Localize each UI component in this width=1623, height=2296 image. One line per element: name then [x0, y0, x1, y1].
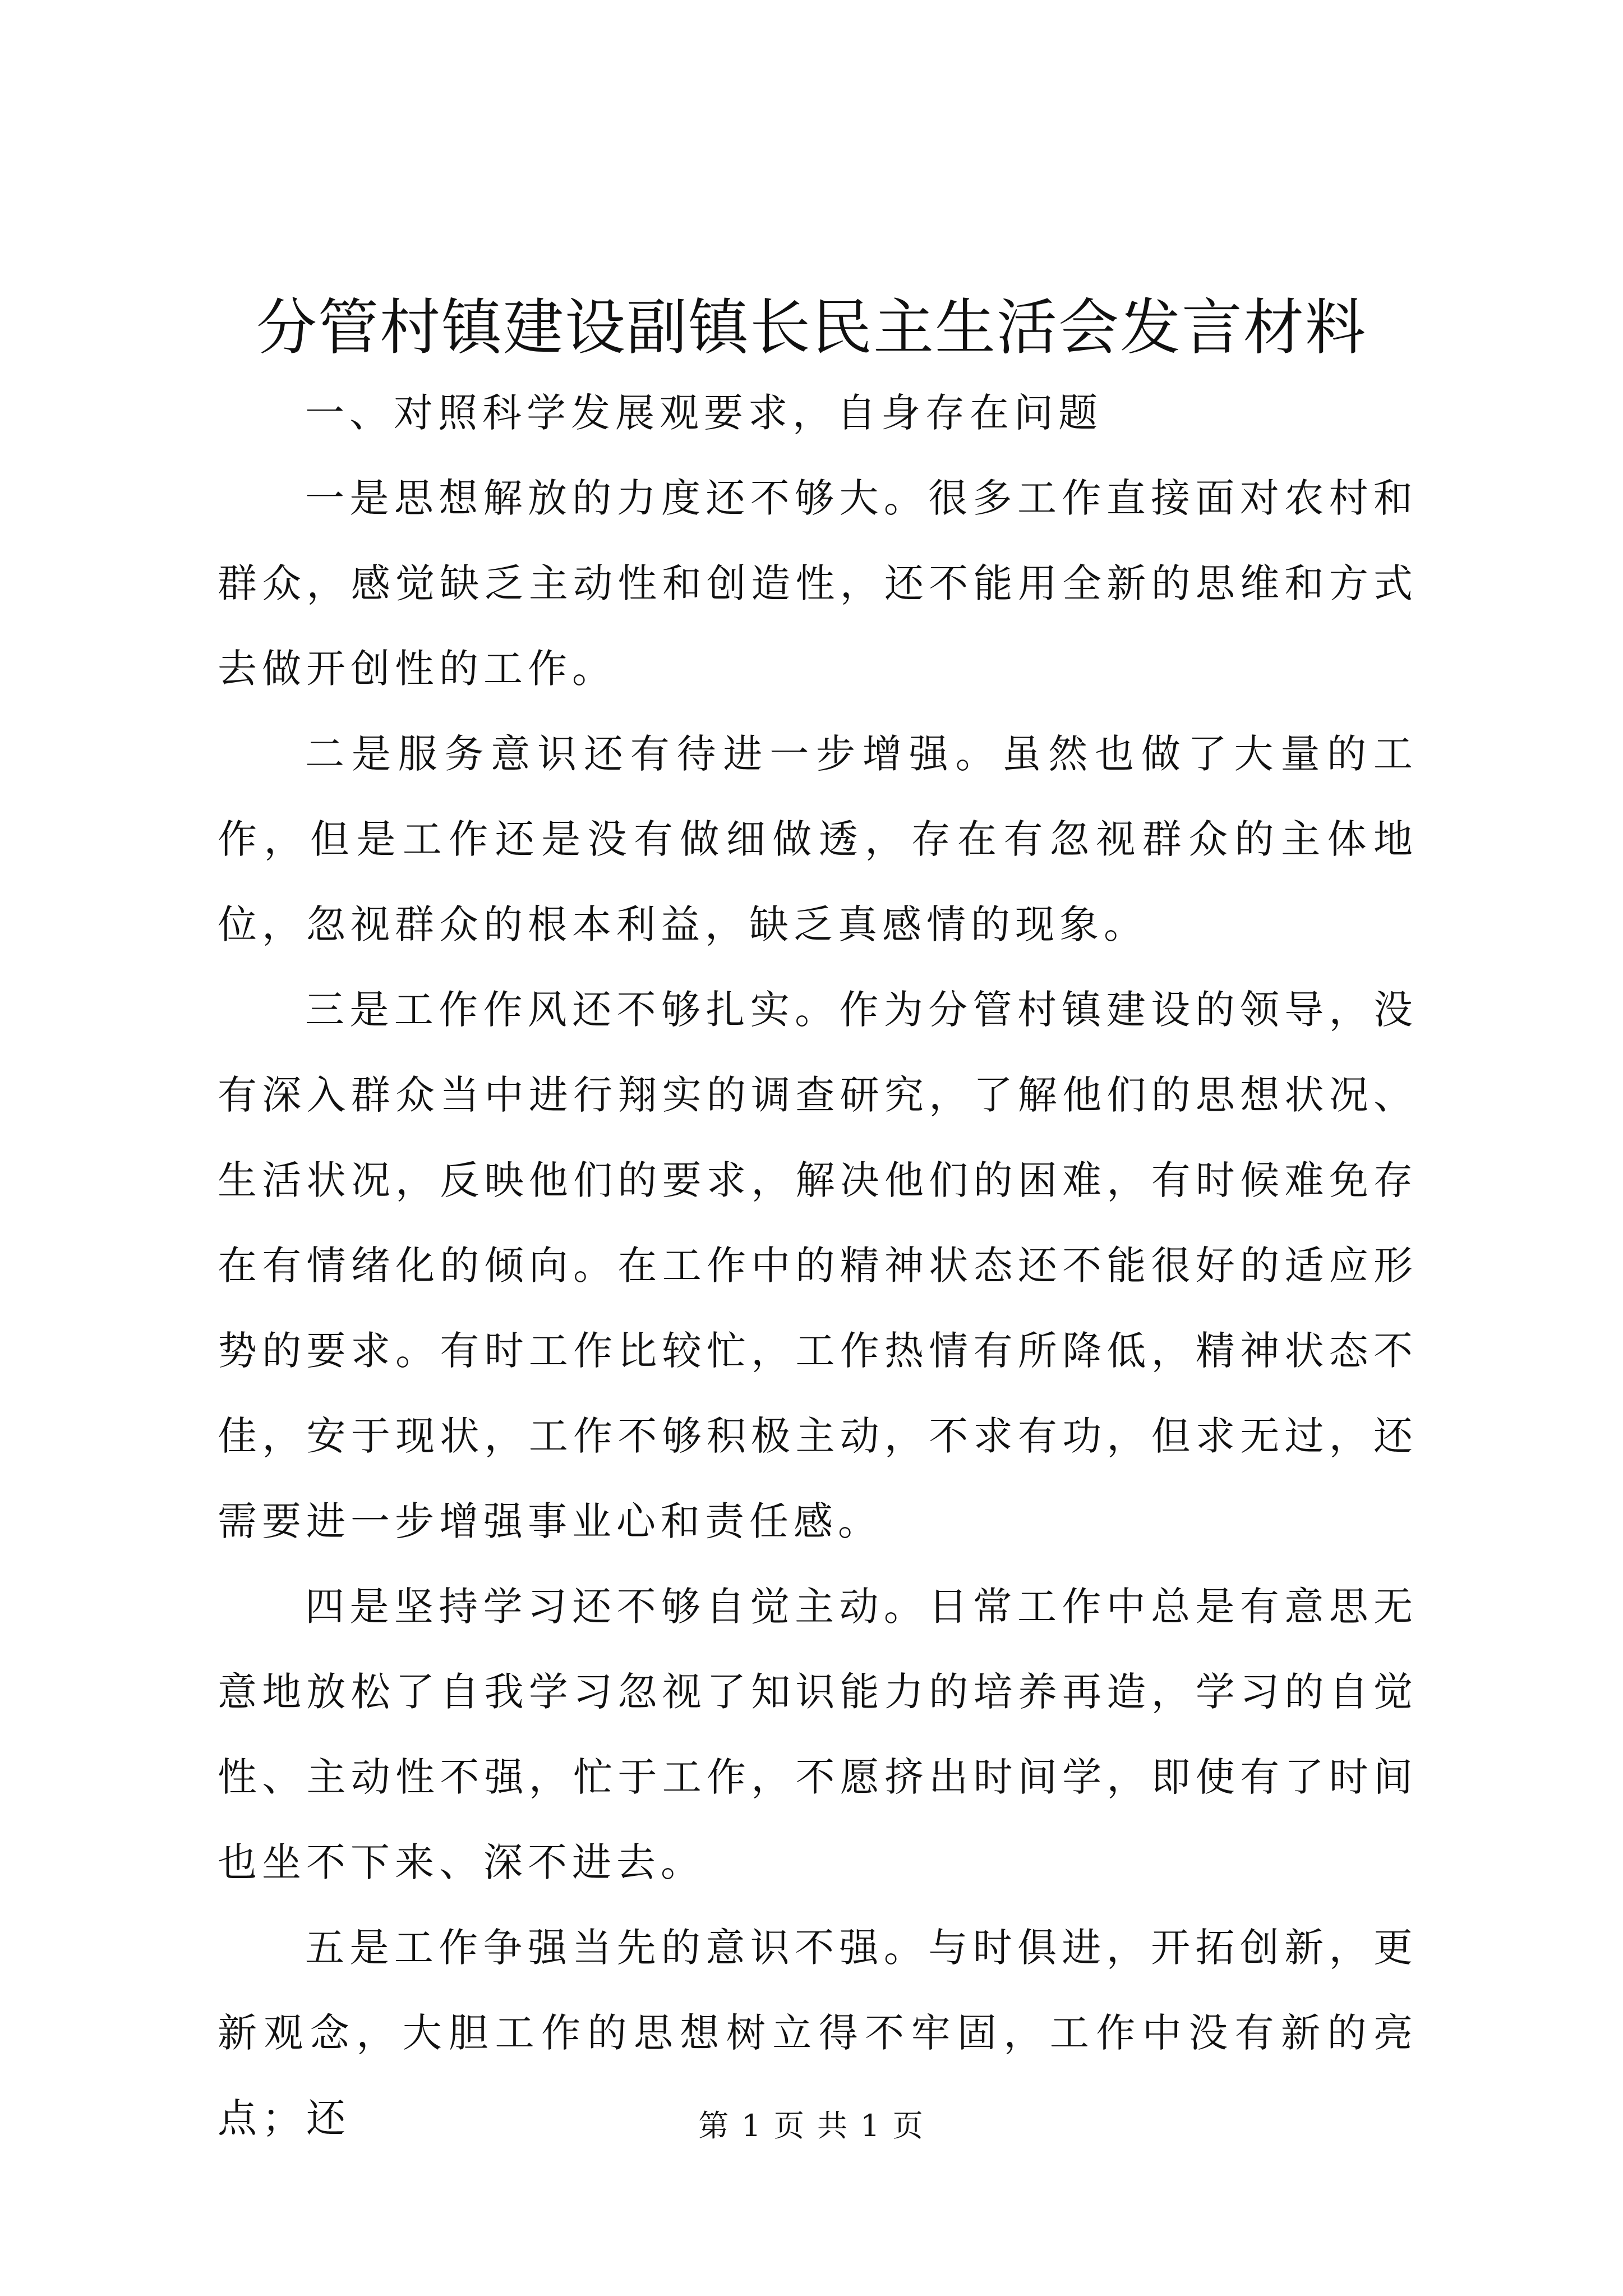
paragraph-2: 二是服务意识还有待进一步增强。虽然也做了大量的工作，但是工作还是没有做细做透，存在有忽视群众的主体地位，忽视群众的根本利益，缺乏真感情的现象。	[218, 731, 1418, 947]
paragraph-1: 一是思想解放的力度还不够大。很多工作直接面对农村和群众，感觉缺乏主动性和创造性，还不能用全新的思维和方式去做开创性的工作。	[218, 475, 1418, 692]
section-heading: 一、对照科学发展观要求，自身存在问题	[305, 390, 1103, 436]
document-title: 分管村镇建设副镇长民主生活会发言材料	[256, 293, 1367, 363]
paragraph-5: 五是工作争强当先的意识不强。与时俱进，开拓创新，更新观念，大胆工作的思想树立得不牢固，工作中没有新的亮点；还	[218, 1925, 1418, 2141]
document-body	[218, 370, 1418, 2161]
paragraph-4: 四是坚持学习还不够自觉主动。日常工作中总是有意思无意地放松了自我学习忽视了知识能力的培养再造，学习的自觉性、主动性不强，忙于工作，不愿挤出时间学，即使有了时间也坐不下来、深不进去。	[218, 1584, 1418, 1885]
paragraph-3: 三是工作作风还不够扎实。作为分管村镇建设的领导，没有深入群众当中进行翔实的调查研究，了解他们的思想状况、生活状况，反映他们的要求，解决他们的困难，有时候难免存在有情绪化的倾向。在工作中的精神状态还不能很好的适应形势的要求。有时工作比较忙，工作热情有所降低，精神状态不佳，安于现状，工作不够积极主动，不求有功，但求无过，还需要进一步增强事业心和责任感。	[218, 987, 1418, 1544]
page-footer: 第 1 页 共 1 页	[698, 2108, 925, 2143]
